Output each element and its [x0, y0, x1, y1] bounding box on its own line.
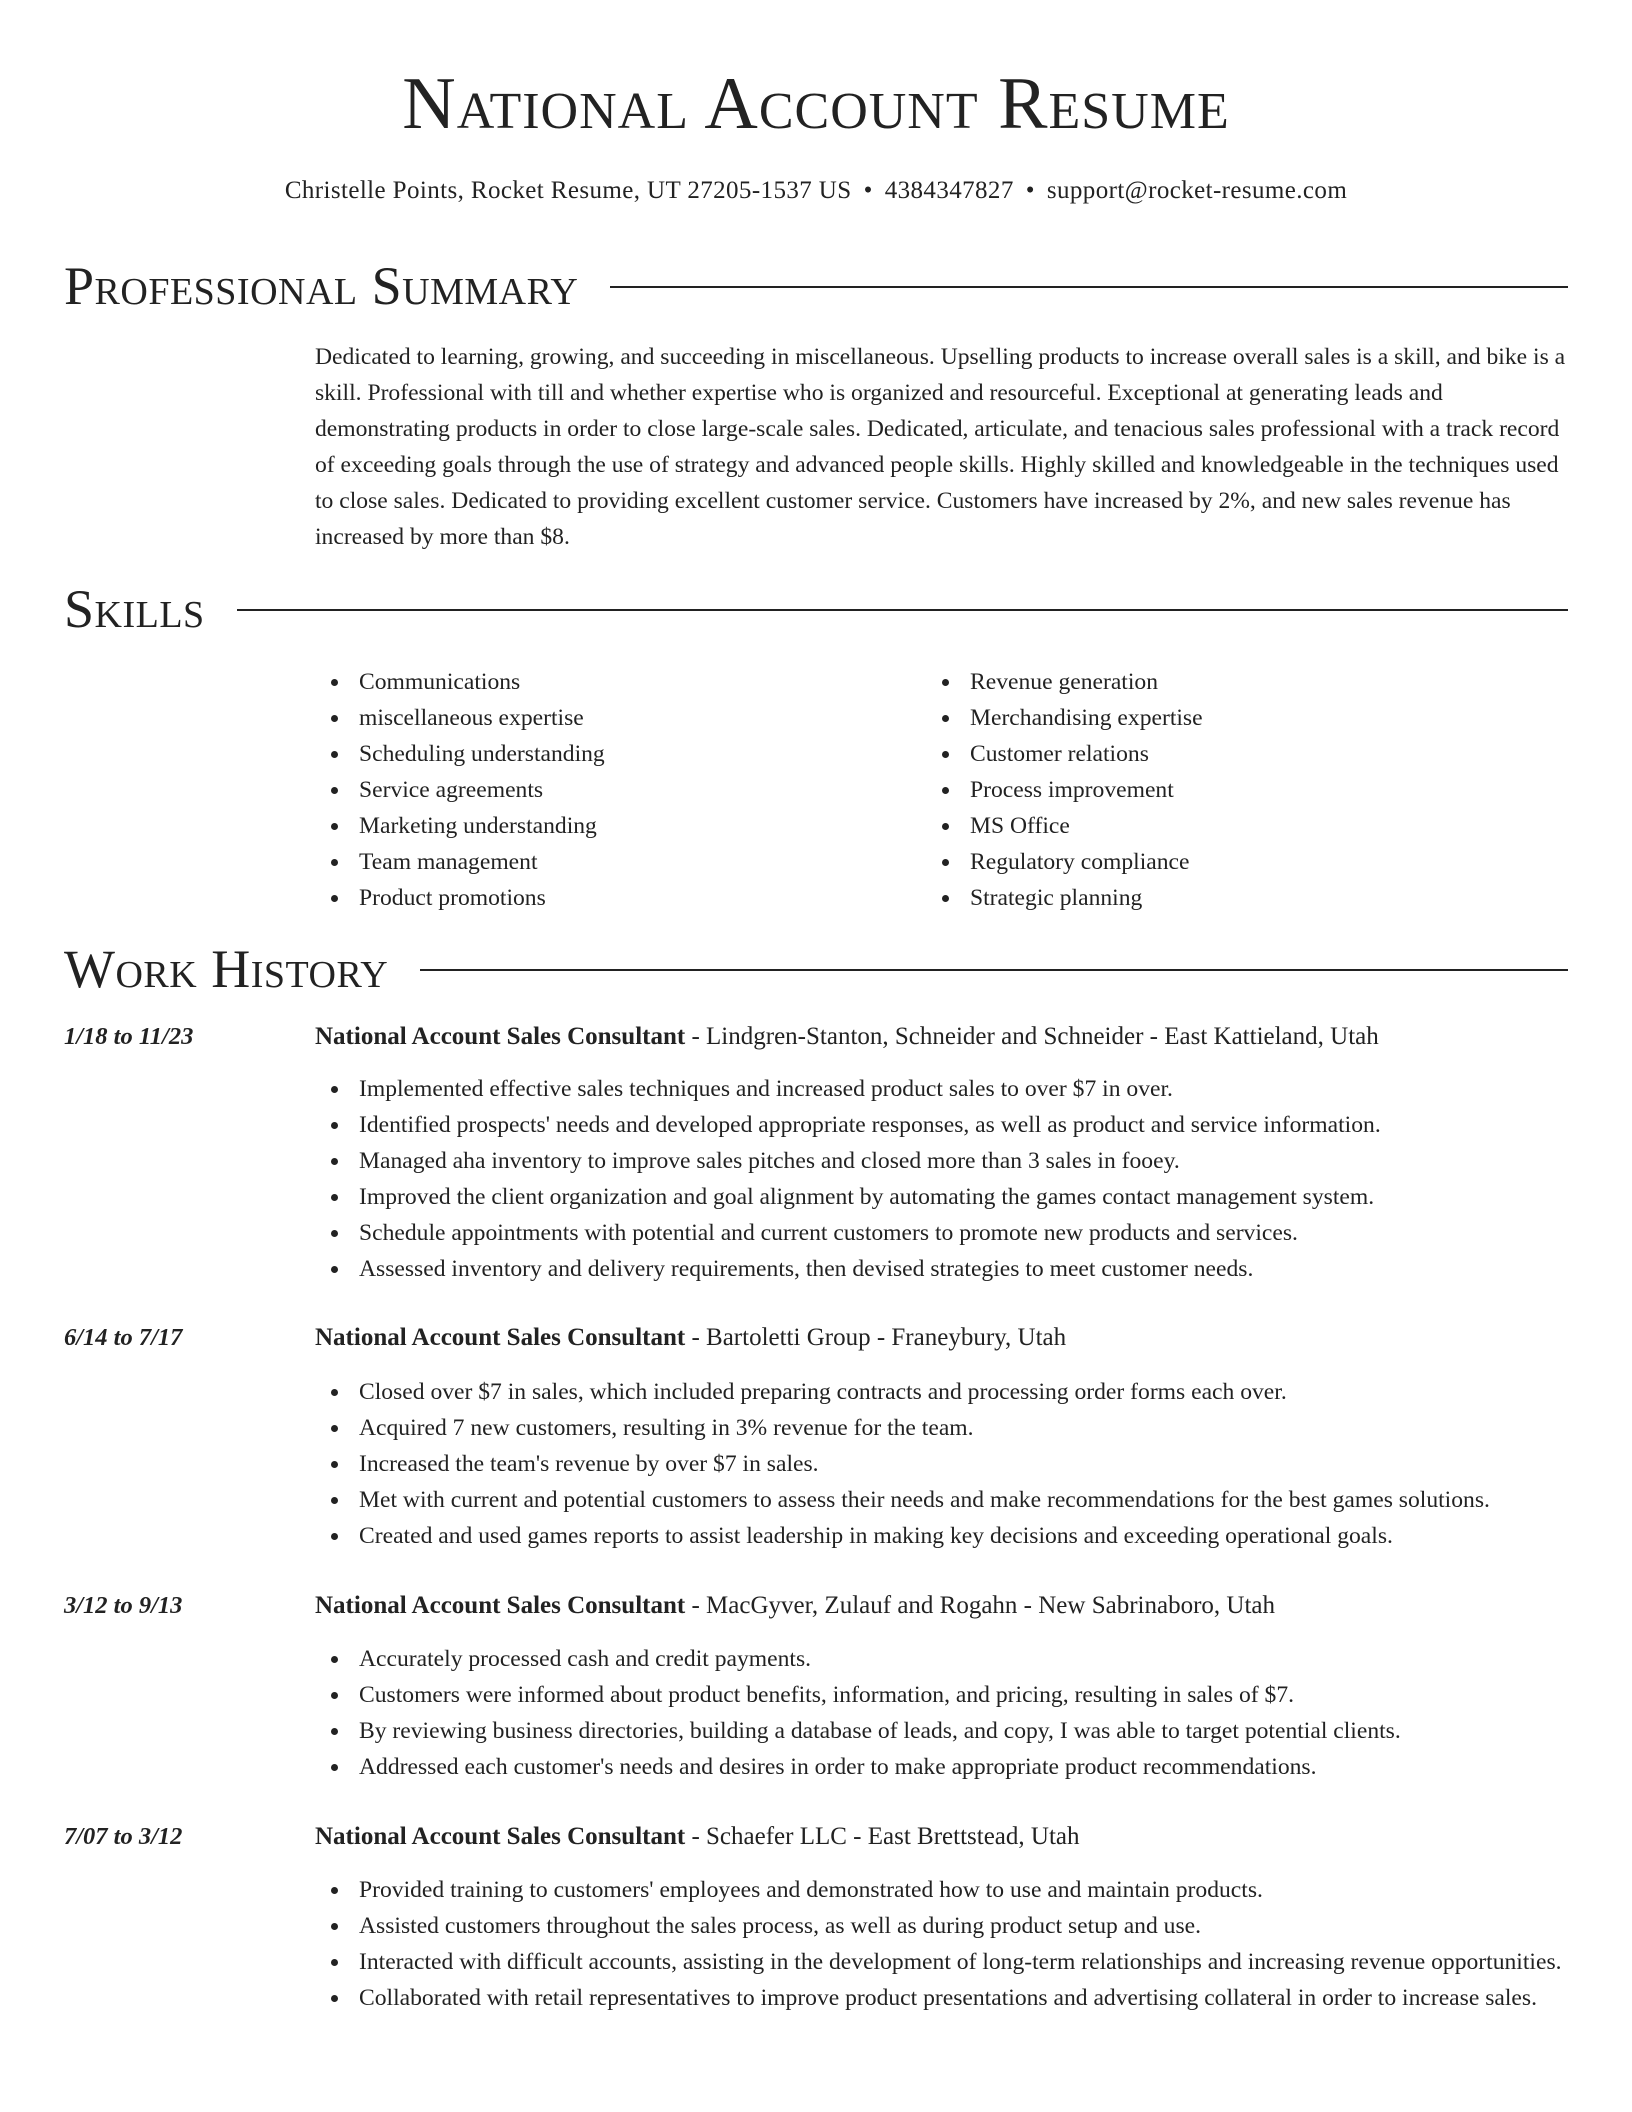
job-heading	[315, 1589, 1575, 1623]
skill-item: Process improvement	[926, 772, 1546, 808]
skill-item: Revenue generation	[926, 664, 1546, 700]
summary-text: Dedicated to learning, growing, and succeeding in miscellaneous. Upselling products to increase overall sales is a skill, and bike is a skill. Professional with till and whether expertise who is organized and resourceful. Exceptional at generating leads and demonstrating products in order to close large-scale sales. Dedicated, articulate, and tenacious sales professional with a track record of exceeding goals through the use of strategy and advanced people skills. Highly skilled and knowledgeable in the techniques used to close sales. Dedicated to providing excellent customer service. Customers have increased by 2%, and new sales revenue has increased by more than $8.	[315, 344, 1566, 550]
job-dates: 3/12 to 9/13	[64, 1592, 183, 1619]
job-duty: Improved the client organization and goal alignment by automating the games contact management system.	[315, 1179, 1568, 1215]
job-dates: 1/18 to 11/23	[64, 1023, 194, 1050]
separator-dot: •	[863, 177, 873, 204]
skill-item: Marketing understanding	[315, 808, 915, 844]
job-duty: Implemented effective sales techniques and increased product sales to over $7 in over.	[315, 1071, 1568, 1107]
job-duty: Collaborated with retail representatives to improve product presentations and advertising collateral in order to increase sales.	[315, 1980, 1568, 2016]
skills-list-right	[926, 664, 1546, 916]
skill-item: MS Office	[926, 808, 1546, 844]
job-duty: Acquired 7 new customers, resulting in 3% revenue for the team.	[315, 1410, 1568, 1446]
skill-item: Product promotions	[315, 880, 915, 916]
section-title-skills: Skills	[64, 579, 205, 639]
section-header-skills	[64, 576, 1568, 642]
skill-item: Scheduling understanding	[315, 736, 915, 772]
job-employer-location: - MacGyver, Zulauf and Rogahn - New Sabrinaboro, Utah	[685, 1592, 1275, 1619]
job-duties-list	[315, 1071, 1568, 1287]
job-duty: Customers were informed about product benefits, information, and pricing, resulting in sales of $7.	[315, 1677, 1568, 1713]
contact-line	[0, 174, 1632, 208]
job-duty: Addressed each customer's needs and desires in order to make appropriate product recommendations.	[315, 1749, 1568, 1785]
skill-item: Communications	[315, 664, 915, 700]
job-duties-list	[315, 1641, 1568, 1785]
job-duties	[315, 1641, 1568, 1785]
job-employer-location: - Lindgren-Stanton, Schneider and Schneider - East Kattieland, Utah	[685, 1023, 1379, 1050]
job-duty: Interacted with difficult accounts, assisting in the development of long-term relationships and increasing revenue opportunities.	[315, 1944, 1568, 1980]
section-header-work-history	[64, 936, 1568, 1002]
job-title: National Account Sales Consultant	[315, 1023, 686, 1050]
job-title: National Account Sales Consultant	[315, 1324, 686, 1351]
job-duties-list	[315, 1374, 1568, 1554]
skills-column-right	[926, 664, 1546, 916]
section-divider	[420, 969, 1568, 971]
job-duty: By reviewing business directories, building a database of leads, and copy, I was able to target potential clients.	[315, 1713, 1568, 1749]
job-duty: Created and used games reports to assist leadership in making key decisions and exceeding operational goals.	[315, 1518, 1568, 1554]
job-duty: Assisted customers throughout the sales process, as well as during product setup and use.	[315, 1908, 1568, 1944]
job-duties	[315, 1071, 1568, 1287]
job-duty: Assessed inventory and delivery requirements, then devised strategies to meet customer needs.	[315, 1251, 1568, 1287]
job-duty: Identified prospects' needs and developed appropriate responses, as well as product and service information.	[315, 1107, 1568, 1143]
section-divider	[237, 609, 1568, 611]
section-title-work-history: Work History	[64, 939, 389, 999]
skill-item: Customer relations	[926, 736, 1546, 772]
job-duties-list	[315, 1872, 1568, 2016]
skills-column-left	[315, 664, 915, 916]
job-title: National Account Sales Consultant	[315, 1823, 686, 1850]
job-employer-location: - Schaefer LLC - East Brettstead, Utah	[685, 1823, 1080, 1850]
job-dates: 7/07 to 3/12	[64, 1823, 183, 1850]
job-heading	[315, 1820, 1575, 1854]
skills-list-left	[315, 664, 915, 916]
job-duty: Closed over $7 in sales, which included preparing contracts and processing order forms each over.	[315, 1374, 1568, 1410]
job-duty: Accurately processed cash and credit payments.	[315, 1641, 1568, 1677]
job-employer-location: - Bartoletti Group - Franeybury, Utah	[685, 1324, 1067, 1351]
job-duty: Provided training to customers' employees and demonstrated how to use and maintain products.	[315, 1872, 1568, 1908]
job-dates: 6/14 to 7/17	[64, 1324, 183, 1351]
skill-item: Merchandising expertise	[926, 700, 1546, 736]
skill-item: Service agreements	[315, 772, 915, 808]
job-heading	[315, 1020, 1575, 1054]
job-heading	[315, 1321, 1575, 1355]
job-duty: Met with current and potential customers to assess their needs and make recommendations for the best games solutions.	[315, 1482, 1568, 1518]
job-duty: Increased the team's revenue by over $7 in sales.	[315, 1446, 1568, 1482]
job-title: National Account Sales Consultant	[315, 1592, 686, 1619]
skill-item: miscellaneous expertise	[315, 700, 915, 736]
section-title-summary: Professional Summary	[64, 256, 579, 316]
job-duties	[315, 1872, 1568, 2016]
contact-email: support@rocket-resume.com	[1046, 177, 1348, 204]
job-duty: Schedule appointments with potential and current customers to promote new products and services.	[315, 1215, 1568, 1251]
contact-phone: 4384347827	[884, 177, 1014, 204]
job-duties	[315, 1374, 1568, 1554]
skill-item: Team management	[315, 844, 915, 880]
skill-item: Regulatory compliance	[926, 844, 1546, 880]
job-duty: Managed aha inventory to improve sales pitches and closed more than 3 sales in fooey.	[315, 1143, 1568, 1179]
resume-title: National Account Resume	[402, 63, 1230, 145]
separator-dot: •	[1025, 177, 1035, 204]
section-header-summary	[64, 253, 1568, 319]
section-divider	[610, 286, 1568, 288]
contact-address: Christelle Points, Rocket Resume, UT 27205-1537 US	[284, 177, 852, 204]
skill-item: Strategic planning	[926, 880, 1546, 916]
